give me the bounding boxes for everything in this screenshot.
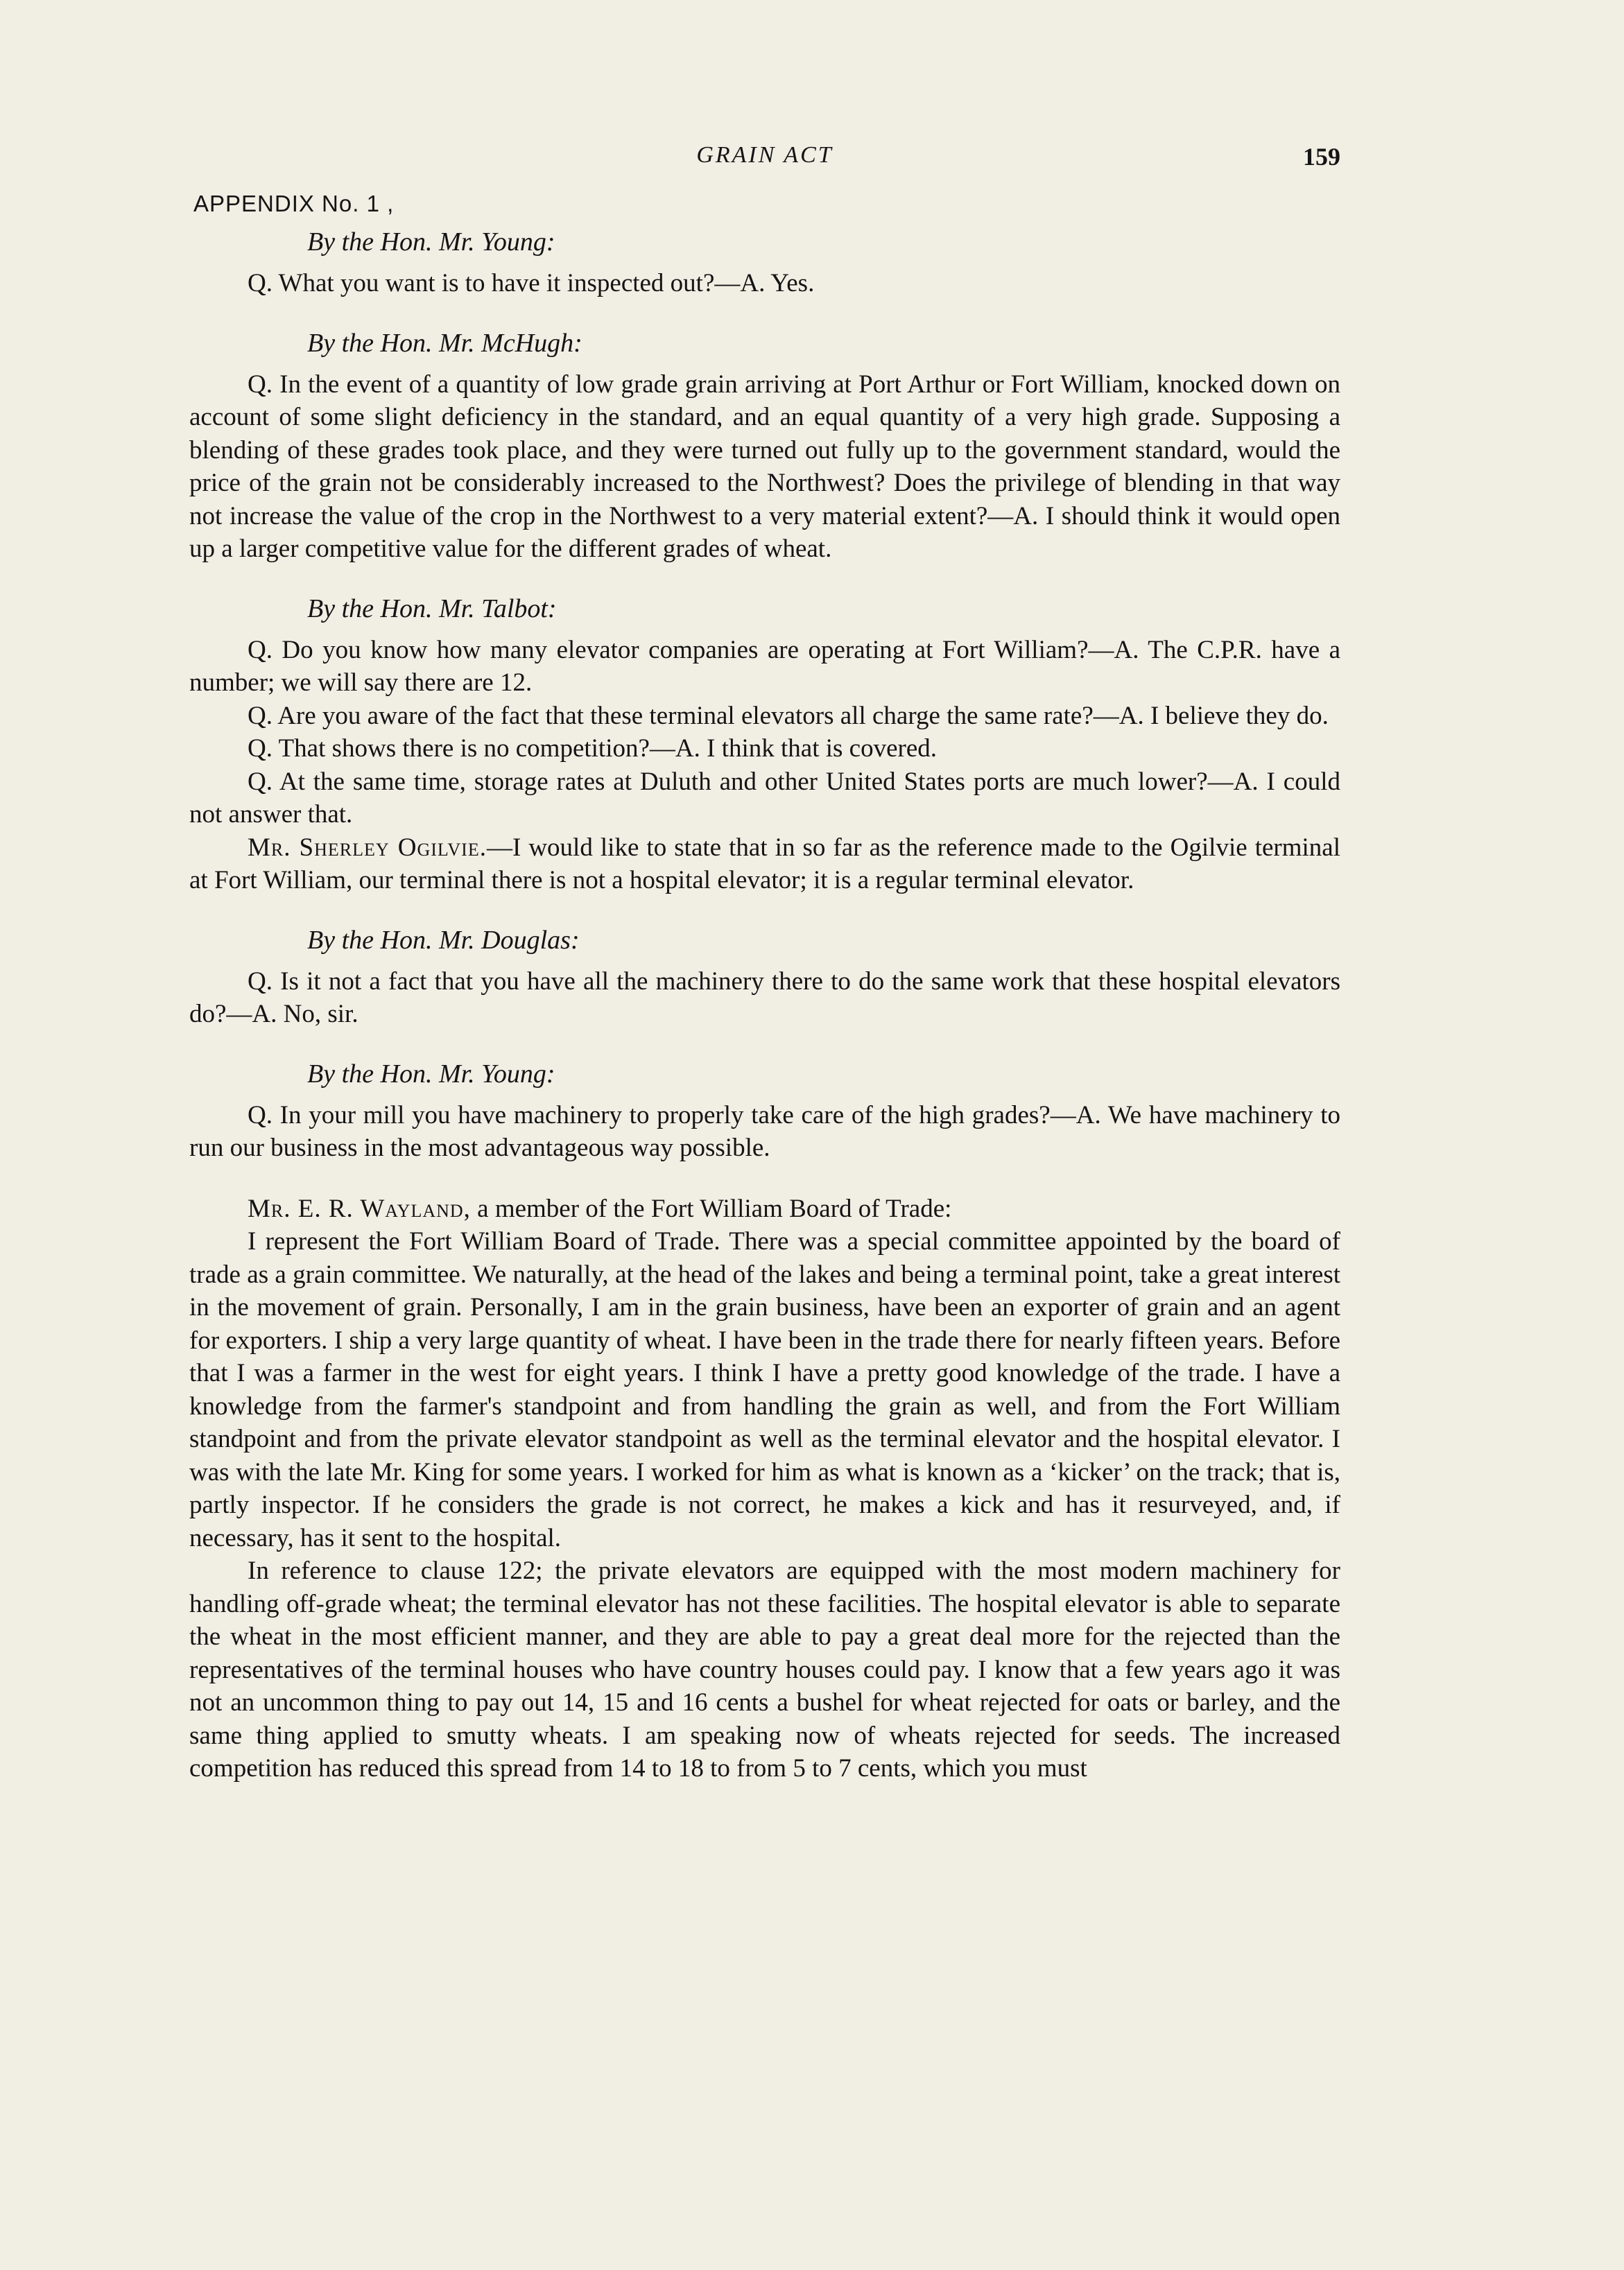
running-header (189, 142, 1340, 191)
paragraph: In reference to clause 122; the private elevators are equipped with the most modern machinery for handling off-grade wheat; the terminal elevator has not these facilities. The hospital elevator is able to separate the wheat in the most efficient manner, and they are able to pay a great deal more for the rejected than the representatives of the terminal houses who have country houses could pay. I know that a few years ago it was not an uncommon thing to pay out 14, 15 and 16 cents a bushel for wheat rejected for oats or barley, and the same thing applied to smutty wheats. I am speaking now of wheats rejected for seeds. The increased competition has reduced this spread from 14 to 18 to from 5 to 7 cents, which you must (189, 1557, 1340, 1783)
witness-intro (189, 1193, 1340, 1226)
speaker-heading: By the Hon. Mr. Douglas: (307, 925, 580, 955)
paragraph (189, 831, 1340, 897)
document-page (189, 142, 1340, 1785)
running-title: GRAIN ACT (696, 142, 833, 168)
witness-name: Mr. E. R. Wayland, (248, 1194, 471, 1223)
statement-text: —I would like to state that in so far as the reference made to the Ogilvie terminal at Fort William, our terminal there is not a hospital elevator; it is a regular terminal elevator. (189, 833, 1340, 894)
witness-description: a member of the Fort William Board of Trade: (470, 1194, 952, 1223)
paragraph: Q. That shows there is no competition?—A. I think that is covered. (248, 734, 938, 763)
paragraph: I represent the Fort William Board of Trade. There was a special committee appointed by the board of trade as a grain committee. We naturally, at the head of the lakes and being a terminal point, take a great interest in the movement of grain. Personally, I am in the grain business, have been an exporter of grain and an agent for exporters. I ship a very large quantity of wheat. I have been in the trade there for nearly fifteen years. Before that I was a farmer in the west for eight years. I think I have a pretty good knowledge of the trade. I have a knowledge from the farmer's standpoint and from handling the grain as well, and from the Fort William standpoint and from the private elevator standpoint as well as the terminal elevator and the hospital elevator. I was with the late Mr. King for some years. I worked for him as what is known as a ‘kicker’ on the track; that is, partly inspector. If he considers the grade is not correct, he makes a kick and has it resurveyed, and, if necessary, has it sent to the hospital. (189, 1227, 1340, 1552)
page-number: 159 (1303, 143, 1340, 171)
paragraph: Q. At the same time, storage rates at Duluth and other United States ports are much lower?—A. I could not answer that. (189, 767, 1340, 829)
speaker-name: Mr. Sherley Ogilvie. (248, 833, 487, 862)
paragraph: Q. Is it not a fact that you have all the machinery there to do the same work that these hospital elevators do?—A. No, sir. (189, 967, 1340, 1028)
paragraph: Q. Do you know how many elevator companies are operating at Fort William?—A. The C.P.R. have a number; we will say there are 12. (189, 635, 1340, 697)
speaker-heading: By the Hon. Mr. McHugh: (307, 328, 582, 358)
paragraph: Q. In your mill you have machinery to properly take care of the high grades?—A. We have machinery to run our business in the most advantageous way possible. (189, 1100, 1340, 1162)
speaker-heading: By the Hon. Mr. Young: (307, 1059, 555, 1089)
paragraph: Q. In the event of a quantity of low grade grain arriving at Port Arthur or Fort William, knocked down on account of some slight deficiency in the standard, and an equal quantity of a very high grade. Supposing a blending of these grades took place, and they were turned out fully up to the government standard, would the price of the grain not be considerably increased to the Northwest? Does the privilege of blending in that way not increase the value of the crop in the Northwest to a very material extent?—A. I should think it would open up a larger competitive value for the different grades of wheat. (189, 370, 1340, 563)
speaker-heading: By the Hon. Mr. Talbot: (307, 594, 557, 623)
paragraph: Q. What you want is to have it inspected out?—A. Yes. (248, 269, 815, 297)
appendix-label: APPENDIX No. 1 , (193, 191, 395, 216)
speaker-heading: By the Hon. Mr. Young: (307, 227, 555, 257)
paragraph: Q. Are you aware of the fact that these terminal elevators all charge the same rate?—A. I believe they do. (248, 701, 1329, 730)
